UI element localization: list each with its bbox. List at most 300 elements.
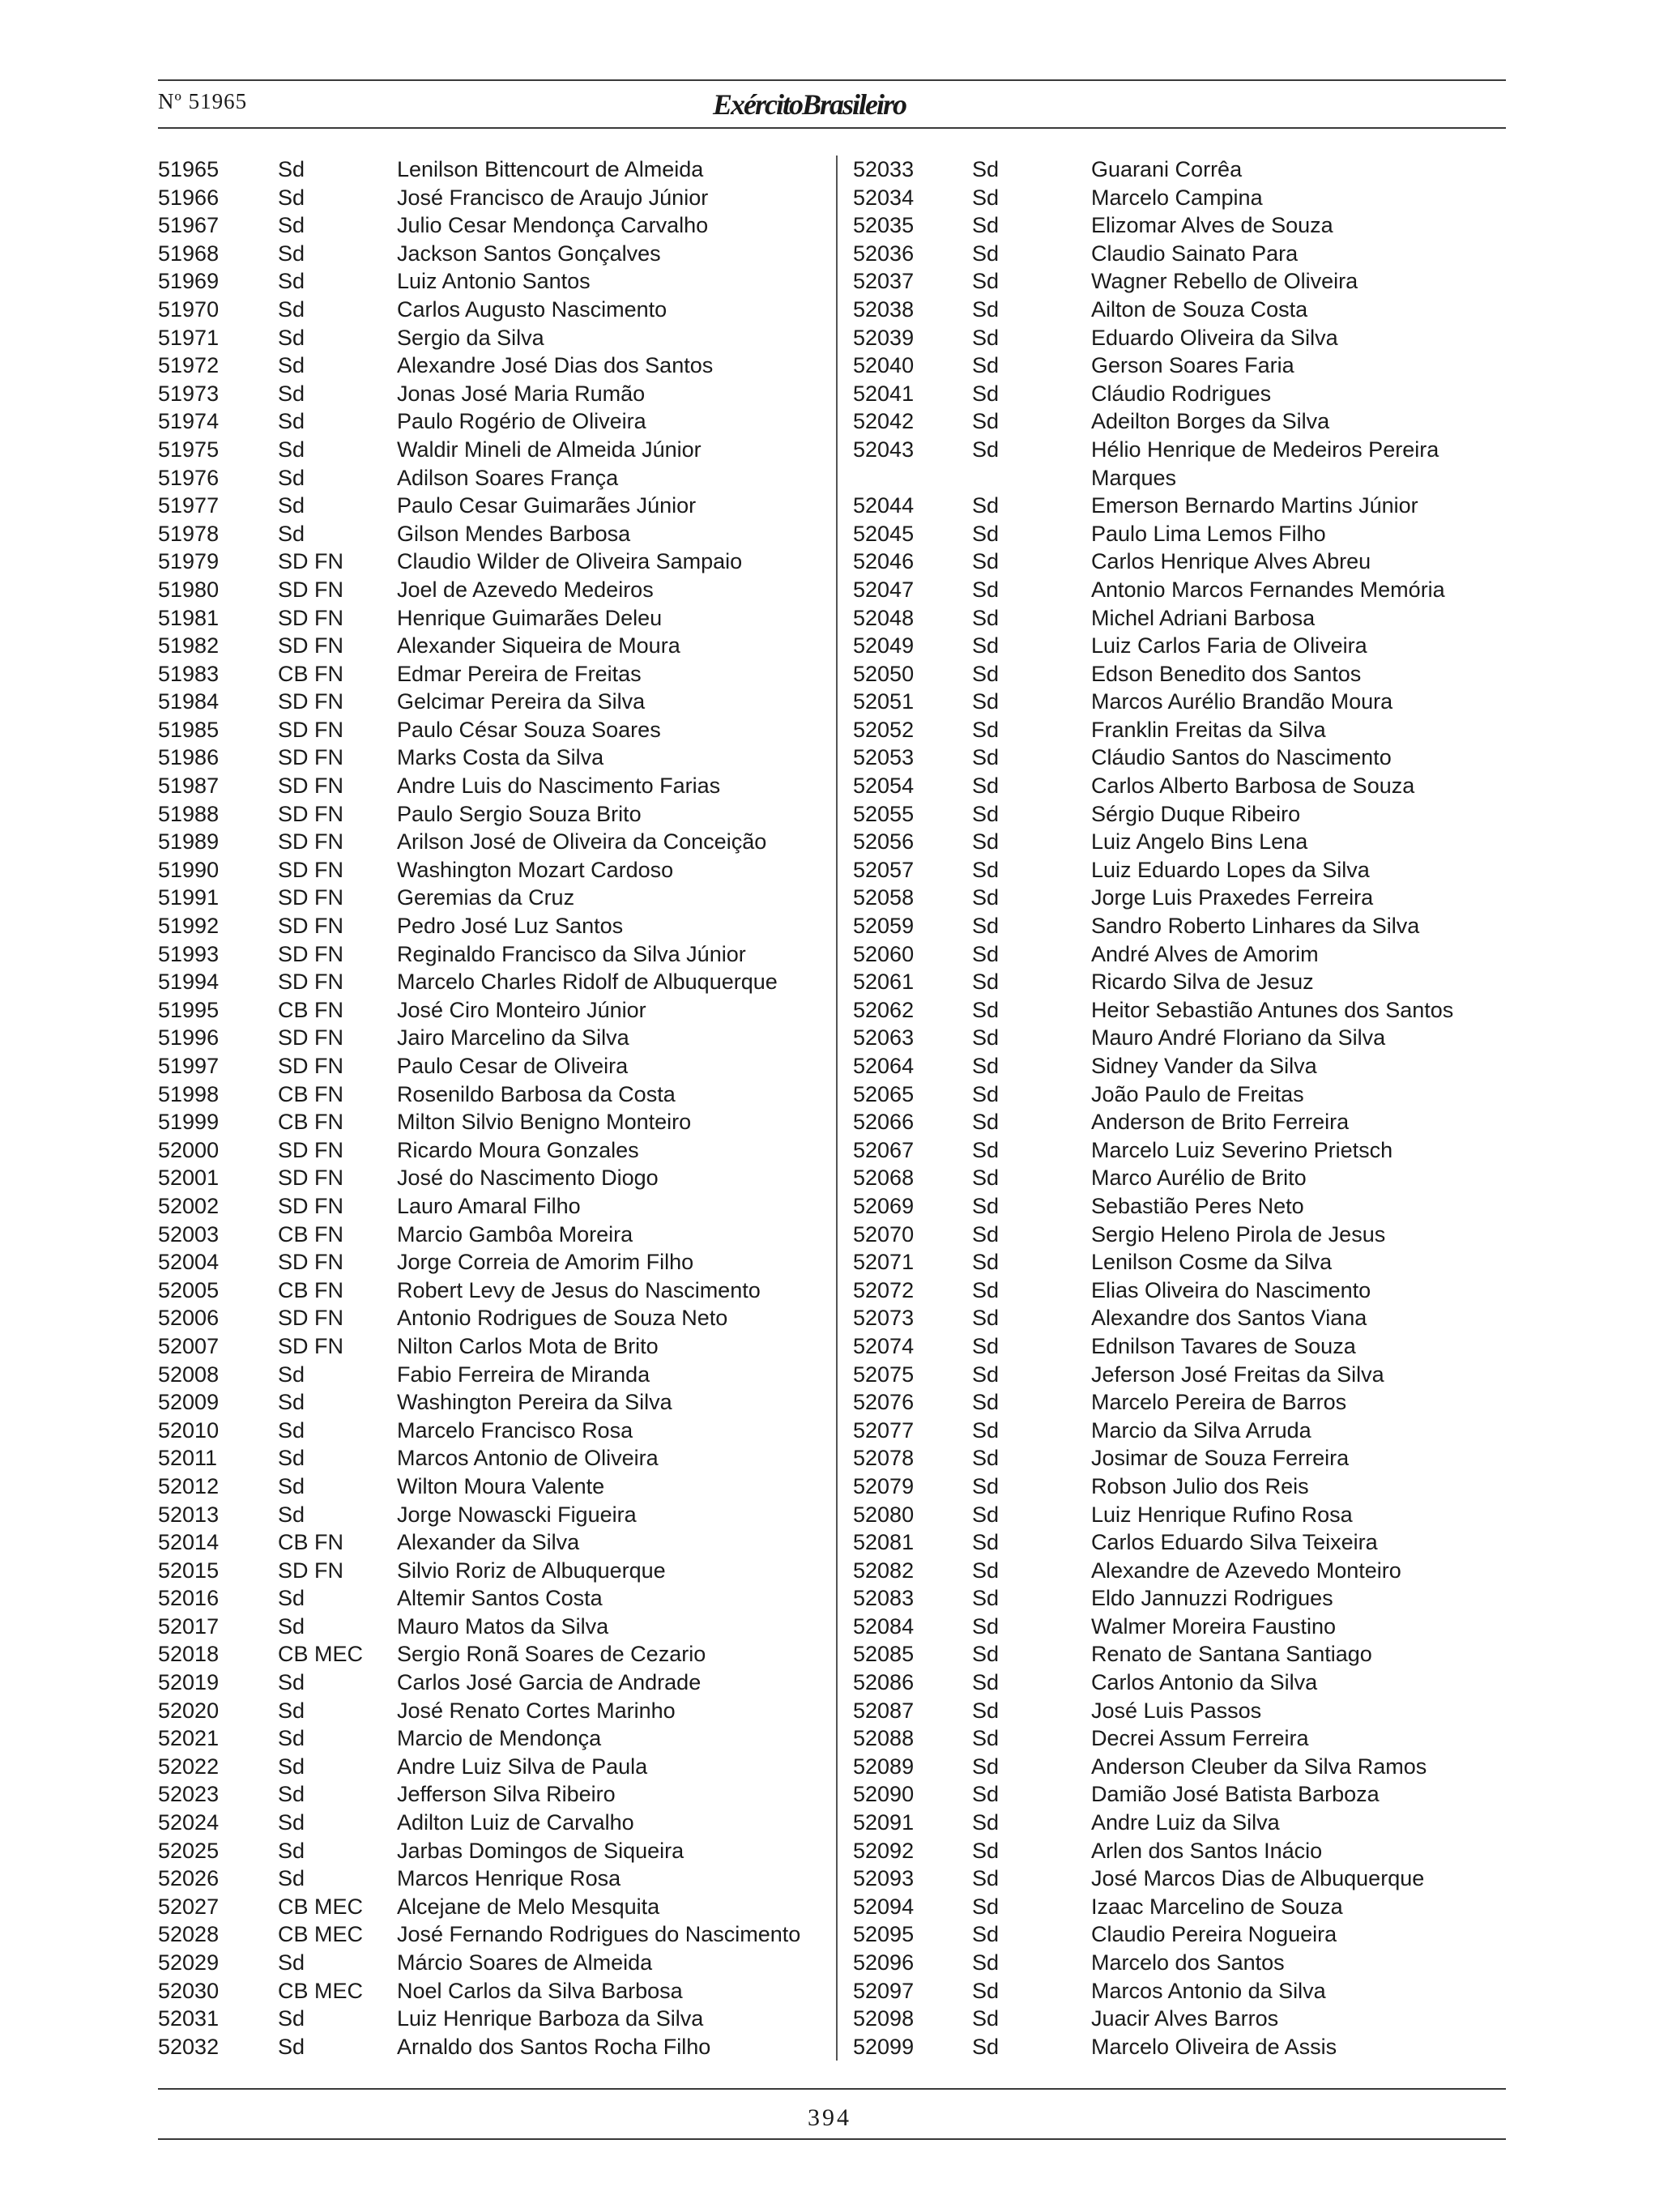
record-number: 52005: [158, 1277, 220, 1302]
soldier-name: José do Nascimento Diogo: [397, 1166, 659, 1191]
rank: SD FN: [278, 633, 343, 658]
soldier-name: Paulo Lima Lemos Filho: [1091, 521, 1326, 546]
list-item: [853, 1444, 1506, 1473]
record-number: 52060: [853, 941, 915, 966]
list-item: [853, 576, 1506, 604]
rank: Sd: [972, 801, 1000, 826]
rank: Sd: [972, 885, 1000, 910]
soldier-name: Marcelo Campina: [1091, 185, 1263, 210]
soldier-name: Andre Luis do Nascimento Farias: [397, 774, 721, 799]
list-item: [853, 1276, 1506, 1305]
rank: Sd: [972, 353, 1000, 378]
rank: Sd: [278, 1613, 305, 1639]
rank: Sd: [972, 1670, 1000, 1695]
list-item: [158, 1361, 830, 1389]
list-item: [158, 1697, 830, 1725]
rank: Sd: [278, 269, 305, 294]
soldier-name: Antonio Rodrigues de Souza Neto: [397, 1306, 728, 1331]
rank: CB MEC: [278, 1978, 364, 2003]
rank: Sd: [278, 157, 305, 181]
rank: SD FN: [278, 801, 343, 826]
list-item: [158, 324, 830, 352]
record-number: 52042: [853, 409, 915, 434]
rank: SD FN: [278, 857, 343, 882]
list-item: [853, 1669, 1506, 1697]
rank: SD FN: [278, 1193, 343, 1218]
soldier-name: Adilton Luiz de Carvalho: [397, 1810, 634, 1835]
rank: Sd: [278, 465, 305, 490]
record-number: 52038: [853, 296, 915, 322]
soldier-name: Luiz Henrique Barboza da Silva: [397, 2006, 704, 2031]
soldier-name: Gelcimar Pereira da Silva: [397, 689, 646, 714]
rank: CB MEC: [278, 1922, 364, 1947]
soldier-name: Fabio Ferreira de Miranda: [397, 1362, 650, 1387]
soldier-name: Gilson Mendes Barbosa: [397, 521, 631, 546]
soldier-name: Luiz Eduardo Lopes da Silva: [1091, 857, 1370, 882]
rank: Sd: [278, 185, 305, 210]
rank: Sd: [972, 409, 1000, 434]
list-item: [853, 156, 1506, 184]
list-item: [853, 1753, 1506, 1781]
list-item: [158, 744, 830, 772]
soldier-name: Andre Luiz da Silva: [1091, 1810, 1280, 1835]
record-number: 52083: [853, 1586, 915, 1611]
rank: SD FN: [278, 970, 343, 995]
rank: Sd: [278, 493, 305, 518]
list-item: [158, 1473, 830, 1501]
soldier-name: Cláudio Rodrigues: [1091, 381, 1272, 406]
record-number: 52086: [853, 1670, 915, 1695]
rank: Sd: [972, 1137, 1000, 1162]
record-number: 51974: [158, 409, 220, 434]
list-item: [158, 688, 830, 716]
soldier-name: Sebastião Peres Neto: [1091, 1193, 1304, 1218]
rank: Sd: [972, 941, 1000, 966]
record-number: 52098: [853, 2006, 915, 2031]
list-item: [853, 1584, 1506, 1613]
soldier-name: Luiz Carlos Faria de Oliveira: [1091, 633, 1367, 658]
list-item: [158, 1949, 830, 1977]
page-number: 394: [808, 2104, 851, 2131]
list-item: [853, 604, 1506, 633]
list-item: [853, 407, 1506, 436]
rank: SD FN: [278, 745, 343, 770]
document-number: Nº 51965: [158, 89, 248, 113]
record-number: 51980: [158, 577, 220, 602]
soldier-name: Juacir Alves Barros: [1091, 2006, 1279, 2031]
record-number: 52062: [853, 997, 915, 1022]
soldier-name: Marcelo dos Santos: [1091, 1950, 1285, 1975]
record-number: 52071: [853, 1250, 915, 1275]
list-item: [853, 1080, 1506, 1109]
record-number: 52090: [853, 1782, 915, 1807]
rank: Sd: [972, 1810, 1000, 1835]
list-item: [853, 1361, 1506, 1389]
list-item: [853, 884, 1506, 912]
soldier-name: Reginaldo Francisco da Silva Júnior: [397, 941, 746, 966]
soldier-name: Mauro André Floriano da Silva: [1091, 1025, 1386, 1051]
rank: Sd: [972, 633, 1000, 658]
list-item: [853, 1417, 1506, 1445]
record-number: 51976: [158, 465, 220, 490]
rank: Sd: [972, 1558, 1000, 1583]
list-item: [853, 800, 1506, 829]
record-number: 51988: [158, 801, 220, 826]
record-number: 52036: [853, 241, 915, 266]
soldier-name: André Alves de Amorim: [1091, 941, 1319, 966]
list-item: [158, 576, 830, 604]
rank: Sd: [972, 1726, 1000, 1751]
record-number: 52091: [853, 1810, 915, 1835]
rank: Sd: [278, 1950, 305, 1975]
record-number: 52055: [853, 801, 915, 826]
list-item: [853, 996, 1506, 1025]
soldier-name: José Marcos Dias de Albuquerque: [1091, 1866, 1425, 1891]
soldier-name: Alexander Siqueira de Moura: [397, 633, 680, 658]
list-item: [158, 492, 830, 520]
soldier-name: Edmar Pereira de Freitas: [397, 661, 642, 686]
rank: Sd: [972, 1110, 1000, 1135]
right-column-list: [853, 156, 1506, 2061]
record-number: 51971: [158, 325, 220, 350]
record-number: 52096: [853, 1950, 915, 1975]
record-number: 52003: [158, 1221, 220, 1247]
soldier-name: Jorge Luis Praxedes Ferreira: [1091, 885, 1374, 910]
list-item: [158, 1108, 830, 1136]
soldier-name: Rosenildo Barbosa da Costa: [397, 1081, 676, 1106]
rank: Sd: [972, 185, 1000, 210]
soldier-name: Hélio Henrique de Medeiros Pereira: [1091, 437, 1439, 462]
record-number: 51968: [158, 241, 220, 266]
record-number: 52013: [158, 1502, 220, 1527]
record-number: 52025: [158, 1838, 220, 1863]
rank: Sd: [972, 829, 1000, 855]
rank: Sd: [972, 1446, 1000, 1471]
rank: Sd: [278, 1390, 305, 1415]
soldier-name: Anderson Cleuber da Silva Ramos: [1091, 1754, 1427, 1779]
list-item: [853, 296, 1506, 324]
list-item: [158, 1613, 830, 1641]
list-item: [158, 828, 830, 856]
page-title: ExércitoBrasileiro: [713, 88, 906, 121]
record-number: 51990: [158, 857, 220, 882]
record-number: 52044: [853, 493, 915, 518]
soldier-name: Jorge Correia de Amorim Filho: [397, 1250, 694, 1275]
soldier-name: Marks Costa da Silva: [397, 745, 604, 770]
list-item: [853, 1108, 1506, 1136]
soldier-name: Marcelo Luiz Severino Prietsch: [1091, 1137, 1393, 1162]
record-number: 52089: [853, 1754, 915, 1779]
record-number: 52026: [158, 1866, 220, 1891]
rank: Sd: [278, 2006, 305, 2031]
column-divider: [836, 156, 838, 2061]
record-number: 52029: [158, 1950, 220, 1975]
record-number: 51997: [158, 1054, 220, 1078]
soldier-name: Lenilson Cosme da Silva: [1091, 1250, 1333, 1275]
rank: Sd: [972, 1417, 1000, 1443]
record-number: 51991: [158, 885, 220, 910]
soldier-name: Mauro Matos da Silva: [397, 1613, 609, 1639]
rank: SD FN: [278, 1558, 343, 1583]
list-item: [158, 267, 830, 296]
list-item: [158, 1809, 830, 1837]
soldier-name: Josimar de Souza Ferreira: [1091, 1446, 1350, 1471]
soldier-name: Paulo Rogério de Oliveira: [397, 409, 646, 434]
list-item: [158, 240, 830, 268]
soldier-name: Jarbas Domingos de Siqueira: [397, 1838, 684, 1863]
record-number: 52035: [853, 213, 915, 238]
record-number: 52012: [158, 1473, 220, 1498]
soldier-name: Adeilton Borges da Silva: [1091, 409, 1330, 434]
list-item: [853, 1136, 1506, 1165]
record-number: 51982: [158, 633, 220, 658]
list-item: [853, 1724, 1506, 1753]
soldier-name: Heitor Sebastião Antunes dos Santos: [1091, 997, 1454, 1022]
soldier-name: Anderson de Brito Ferreira: [1091, 1110, 1350, 1135]
soldier-name: Emerson Bernardo Martins Júnior: [1091, 493, 1418, 518]
record-number: 52031: [158, 2006, 220, 2031]
record-number: 52082: [853, 1558, 915, 1583]
record-number: 51975: [158, 437, 220, 462]
list-item: [158, 1444, 830, 1473]
soldier-name: Ricardo Moura Gonzales: [397, 1137, 639, 1162]
list-item: [158, 1640, 830, 1669]
soldier-name: José Ciro Monteiro Júnior: [397, 997, 646, 1022]
soldier-name: Washington Mozart Cardoso: [397, 857, 674, 882]
rank: Sd: [972, 1613, 1000, 1639]
list-item: [853, 240, 1506, 268]
record-number: 51989: [158, 829, 220, 855]
rank: Sd: [972, 296, 1000, 322]
soldier-name: Marcelo Oliveira de Assis: [1091, 2034, 1337, 2059]
list-item: [853, 1780, 1506, 1809]
rank: Sd: [972, 689, 1000, 714]
record-number: 52084: [853, 1613, 915, 1639]
record-number: 52051: [853, 689, 915, 714]
soldier-name: Carlos Henrique Alves Abreu: [1091, 549, 1371, 574]
rank: Sd: [972, 1333, 1000, 1358]
soldier-name: Jeferson José Freitas da Silva: [1091, 1362, 1384, 1387]
rank: Sd: [278, 1417, 305, 1443]
list-item: [853, 1221, 1506, 1249]
soldier-name: Alexandre José Dias dos Santos: [397, 353, 714, 378]
record-number: 52011: [158, 1446, 218, 1471]
list-item: [158, 1865, 830, 1893]
rank: SD FN: [278, 914, 343, 939]
rank: Sd: [278, 1586, 305, 1611]
list-item: [158, 884, 830, 912]
record-number: 51984: [158, 689, 220, 714]
rank: Sd: [972, 914, 1000, 939]
record-number: 52092: [853, 1838, 915, 1863]
list-item: [853, 632, 1506, 660]
list-item: [853, 688, 1506, 716]
soldier-name: Paulo Sergio Souza Brito: [397, 801, 642, 826]
record-number: 52074: [853, 1333, 915, 1358]
rank: CB MEC: [278, 1642, 364, 1667]
record-number: 52085: [853, 1642, 915, 1667]
soldier-name: José Fernando Rodrigues do Nascimento: [397, 1922, 801, 1947]
list-item: [158, 548, 830, 576]
list-item: [853, 1388, 1506, 1417]
record-number: 52066: [853, 1110, 915, 1135]
list-item: [853, 267, 1506, 296]
soldier-name: José Luis Passos: [1091, 1698, 1262, 1723]
rank: SD FN: [278, 1166, 343, 1191]
list-item: [158, 716, 830, 744]
rank: Sd: [278, 1446, 305, 1471]
record-number: 52004: [158, 1250, 220, 1275]
list-item: [158, 660, 830, 688]
soldier-name: Henrique Guimarães Deleu: [397, 605, 663, 630]
record-number: 52016: [158, 1586, 220, 1611]
list-item: [158, 1276, 830, 1305]
soldier-name: Walmer Moreira Faustino: [1091, 1613, 1337, 1639]
rank: Sd: [972, 774, 1000, 799]
rank: Sd: [278, 409, 305, 434]
list-item: [158, 296, 830, 324]
list-item: [853, 1977, 1506, 2005]
list-item: [158, 1584, 830, 1613]
rank: Sd: [972, 269, 1000, 294]
list-item: [853, 548, 1506, 576]
soldier-name: Robson Julio dos Reis: [1091, 1473, 1309, 1498]
rank: CB FN: [278, 661, 343, 686]
list-item: [853, 1640, 1506, 1669]
record-number: 52073: [853, 1306, 915, 1331]
rank: SD FN: [278, 717, 343, 742]
record-number: 52030: [158, 1978, 220, 2003]
soldier-name: Cláudio Santos do Nascimento: [1091, 745, 1392, 770]
rank: Sd: [972, 381, 1000, 406]
soldier-name: Ednilson Tavares de Souza: [1091, 1333, 1356, 1358]
soldier-name: Luiz Angelo Bins Lena: [1091, 829, 1308, 855]
record-number: 52000: [158, 1137, 220, 1162]
record-number: 52050: [853, 661, 915, 686]
record-number: 51967: [158, 213, 220, 238]
soldier-name: Marcelo Pereira de Barros: [1091, 1390, 1347, 1415]
rank: CB MEC: [278, 1894, 364, 1919]
list-item: [158, 1164, 830, 1192]
rank: Sd: [972, 2034, 1000, 2059]
record-number: 52058: [853, 885, 915, 910]
record-number: 52068: [853, 1166, 915, 1191]
soldier-name: José Francisco de Araujo Júnior: [397, 185, 709, 210]
soldier-name: Ailton de Souza Costa: [1091, 296, 1308, 322]
record-number: 51993: [158, 941, 220, 966]
rank: Sd: [972, 577, 1000, 602]
list-item: [853, 184, 1506, 212]
record-number: 52007: [158, 1333, 220, 1358]
soldier-name: Sergio Heleno Pirola de Jesus: [1091, 1221, 1386, 1247]
rank: Sd: [972, 1221, 1000, 1247]
list-item: [853, 464, 1506, 492]
soldier-name: Marcio Gambôa Moreira: [397, 1221, 633, 1247]
list-item: [853, 1332, 1506, 1361]
list-item: [158, 912, 830, 940]
rank: Sd: [972, 521, 1000, 546]
list-item: [158, 1136, 830, 1165]
list-item: [158, 856, 830, 884]
rank: Sd: [972, 437, 1000, 462]
soldier-name: Alcejane de Melo Mesquita: [397, 1894, 660, 1919]
rank: SD FN: [278, 577, 343, 602]
record-number: 52053: [853, 745, 915, 770]
header-bottom-rule: [158, 127, 1506, 129]
rank: Sd: [278, 1502, 305, 1527]
record-number: 52015: [158, 1558, 220, 1583]
record-number: 52046: [853, 549, 915, 574]
soldier-name: Carlos Alberto Barbosa de Souza: [1091, 774, 1415, 799]
rank: SD FN: [278, 549, 343, 574]
soldier-name: Jorge Nowascki Figueira: [397, 1502, 637, 1527]
rank: Sd: [972, 325, 1000, 350]
record-number: 52017: [158, 1613, 220, 1639]
list-item: [158, 1221, 830, 1249]
soldier-name: Eduardo Oliveira da Silva: [1091, 325, 1338, 350]
list-item: [158, 1304, 830, 1332]
soldier-name: Altemir Santos Costa: [397, 1586, 603, 1611]
rank: Sd: [972, 1502, 1000, 1527]
rank: Sd: [972, 1277, 1000, 1302]
list-item: [158, 464, 830, 492]
list-item: [158, 184, 830, 212]
record-number: 52080: [853, 1502, 915, 1527]
list-item: [158, 156, 830, 184]
list-item: [158, 1080, 830, 1109]
rank: Sd: [278, 437, 305, 462]
list-item: [158, 2005, 830, 2033]
list-item: [853, 1024, 1506, 1052]
list-item: [853, 1052, 1506, 1080]
soldier-name: Adilson Soares França: [397, 465, 619, 490]
rank: Sd: [972, 1894, 1000, 1919]
list-item: [158, 1248, 830, 1276]
list-item: [853, 1528, 1506, 1557]
rank: Sd: [278, 325, 305, 350]
list-item: [158, 1557, 830, 1585]
record-number: 51979: [158, 549, 220, 574]
soldier-name: Andre Luiz Silva de Paula: [397, 1754, 648, 1779]
record-number: 51969: [158, 269, 220, 294]
list-item: [158, 604, 830, 633]
rank: SD FN: [278, 1054, 343, 1078]
rank: Sd: [972, 661, 1000, 686]
rank: Sd: [972, 1922, 1000, 1947]
soldier-name: Carlos Eduardo Silva Teixeira: [1091, 1530, 1378, 1555]
record-number: 52054: [853, 774, 915, 799]
rank: Sd: [972, 1642, 1000, 1667]
list-item: [853, 1304, 1506, 1332]
list-item: [853, 1809, 1506, 1837]
soldier-name: Paulo César Souza Soares: [397, 717, 661, 742]
soldier-name: Elizomar Alves de Souza: [1091, 213, 1333, 238]
soldier-name: Sidney Vander da Silva: [1091, 1054, 1317, 1078]
soldier-name: Noel Carlos da Silva Barbosa: [397, 1978, 683, 2003]
list-item: [158, 211, 830, 240]
soldier-name: Marques: [1091, 465, 1177, 490]
rank: SD FN: [278, 1306, 343, 1331]
list-item: [853, 1473, 1506, 1501]
record-number: 52064: [853, 1054, 915, 1078]
soldier-name: Michel Adriani Barbosa: [1091, 605, 1316, 630]
list-item: [853, 324, 1506, 352]
soldier-name: Arlen dos Santos Inácio: [1091, 1838, 1323, 1863]
rank: CB FN: [278, 1277, 343, 1302]
list-item: [853, 1192, 1506, 1221]
record-number: 52063: [853, 1025, 915, 1051]
soldier-name: Carlos Augusto Nascimento: [397, 296, 667, 322]
